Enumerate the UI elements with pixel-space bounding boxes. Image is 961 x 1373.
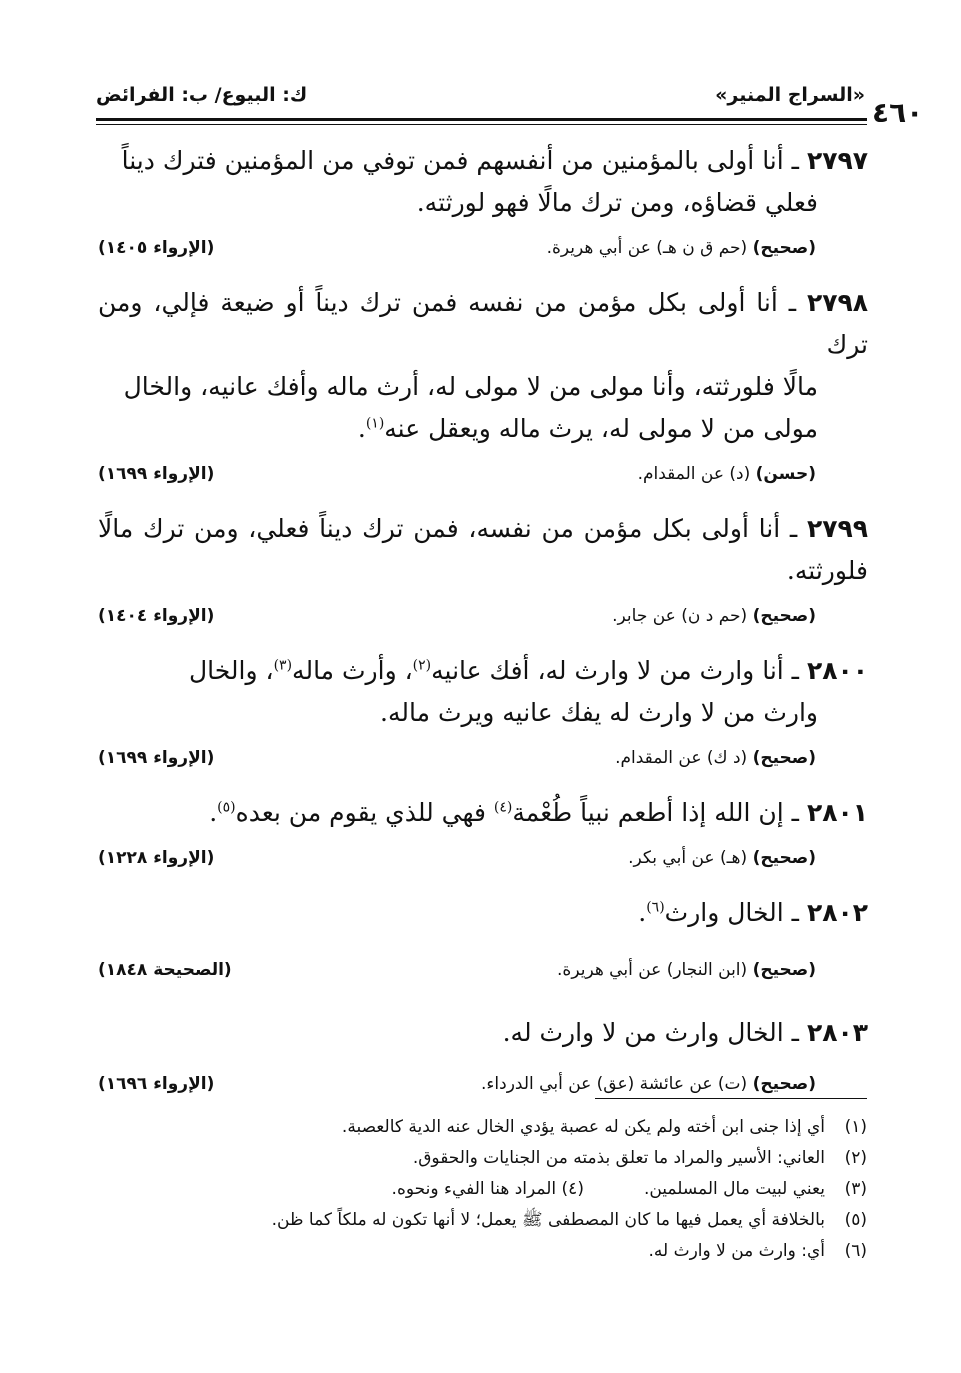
footnote-text: المراد هنا الفيء ونحوه. xyxy=(391,1179,557,1199)
hadith-text: ، وأرث ماله xyxy=(292,656,413,685)
hadith-number: ٢٨٠٠ xyxy=(806,656,868,685)
footnote xyxy=(107,1236,867,1267)
header-rule-thick xyxy=(96,118,867,121)
period: . xyxy=(209,798,218,827)
hadith-2802 xyxy=(98,892,868,934)
hadith-text: أنا أولى بكل مؤمن من نفسه فمن ترك ديناً أو ضيعة فإلي، ومن ترك xyxy=(98,288,868,359)
reference: (الإرواء ١٢٢٨) xyxy=(98,848,215,868)
hadith-number: ٢٧٩٨ xyxy=(806,288,868,317)
hadith-2803 xyxy=(98,1012,868,1054)
hadith-meta xyxy=(98,464,868,490)
hadith-text: فعلي قضاؤه، ومن ترك مالًا فهو لورثته. xyxy=(416,188,818,217)
hadith-number: ٢٨٠٢ xyxy=(806,898,868,927)
source: (حم د ن) عن جابر. xyxy=(612,606,748,626)
period: . xyxy=(357,414,366,443)
hadith-2799 xyxy=(98,508,868,592)
footnote-ref[interactable]: (٦) xyxy=(646,899,665,916)
hadith-text: أنا أولى بكل مؤمن من نفسه، فمن ترك ديناً فعلي، ومن ترك مالًا فلورثته. xyxy=(98,514,868,585)
hadith-number: ٢٧٩٧ xyxy=(806,146,868,175)
dash: ـ xyxy=(791,898,799,927)
dash: ـ xyxy=(791,656,799,685)
grade: (صحيح) xyxy=(752,960,816,980)
hadith-number: ٢٧٩٩ xyxy=(806,514,868,543)
footnote-ref[interactable]: (٢) xyxy=(412,657,432,674)
footnote xyxy=(107,1205,867,1236)
hadith-text: الخال وارث xyxy=(664,898,784,927)
hadith-meta xyxy=(98,848,868,874)
footnote-text: أي إذا جنى ابن أخته ولم يكن له عصبة يؤدي الخال عنه الدية كالعصبة. xyxy=(341,1117,825,1137)
dash: ـ xyxy=(791,798,799,827)
hadith-2800 xyxy=(98,650,868,734)
footnote-number: (١) xyxy=(844,1117,867,1137)
footnote-ref[interactable]: (٤) xyxy=(493,799,513,816)
hadith-text: وارث من لا وارث له يفك عانيه ويرث ماله. xyxy=(380,698,818,727)
hadith-meta xyxy=(98,748,868,774)
grade: (صحيح) xyxy=(752,748,816,768)
grade: (صحيح) xyxy=(752,1074,816,1094)
reference: (الإرواء ١٦٩٩) xyxy=(98,464,215,484)
footnote xyxy=(107,1174,867,1205)
hadith-list xyxy=(98,140,868,1118)
hadith-text: الخال وارث من لا وارث له. xyxy=(502,1018,784,1047)
hadith-2798 xyxy=(98,282,868,450)
hadith-meta xyxy=(98,606,868,632)
reference: (الإرواء ١٤٠٤) xyxy=(98,606,215,626)
hadith-meta xyxy=(98,238,868,264)
footnote-ref[interactable]: (٣) xyxy=(273,657,293,674)
hadith-text: إن الله إذا أطعم نبياً طُعْمة xyxy=(512,798,784,827)
reference: (الإرواء ١٤٠٥) xyxy=(98,238,215,258)
hadith-meta xyxy=(98,960,868,986)
grade: (حسن) xyxy=(755,464,816,484)
source: (هـ) عن أبي بكر. xyxy=(628,848,748,868)
book-title: «السراج المنير» xyxy=(715,84,865,106)
chapter-title: ك: البيوع/ ب: الفرائض xyxy=(96,84,308,106)
footnote-number: (٢) xyxy=(844,1148,867,1168)
page-number: ٤٦٠ xyxy=(872,96,924,129)
grade: (صحيح) xyxy=(752,606,816,626)
hadith-number: ٢٨٠١ xyxy=(806,798,868,827)
reference: (الإرواء ١٦٩٦) xyxy=(98,1074,215,1094)
source: (ت) عن عائشة (عق) عن أبي الدرداء. xyxy=(481,1074,748,1094)
reference: (الإرواء ١٦٩٩) xyxy=(98,748,215,768)
grade: (صحيح) xyxy=(752,238,816,258)
footnote-rule xyxy=(595,1098,867,1099)
footnote-ref[interactable]: (١) xyxy=(365,415,385,432)
footnote-text: العاني: الأسير والمراد ما تعلق بذمته من الجنايات والحقوق. xyxy=(412,1148,825,1168)
hadith-text: مولى من لا مولى له، يرث ماله ويعقل عنه xyxy=(384,414,818,443)
footnote-ref[interactable]: (٥) xyxy=(217,799,236,816)
footnote-number: (٤) xyxy=(561,1179,584,1199)
hadith-text: أنا وارث من لا وارث له، أفك عانيه xyxy=(431,656,784,685)
hadith-2797 xyxy=(98,140,868,224)
hadith-text: ، والخال xyxy=(189,656,274,685)
grade: (صحيح) xyxy=(752,848,816,868)
footnote-number: (٣) xyxy=(844,1179,867,1199)
footnote-text: بالخلافة أي يعمل فيها ما كان المصطفى ﷺ يعمل؛ لا أنها تكون له ملكاً كما ظن. xyxy=(271,1210,825,1230)
footnote-text: يعني لبيت مال المسلمين. xyxy=(643,1179,825,1199)
footnote-number: (٥) xyxy=(844,1210,867,1230)
footnotes xyxy=(107,1112,867,1267)
dash: ـ xyxy=(789,514,798,543)
footnote-text: أي: وارث من لا وارث له. xyxy=(648,1241,825,1261)
header-rule-thin xyxy=(96,124,867,125)
hadith-2801 xyxy=(98,792,868,834)
dash: ـ xyxy=(791,146,799,175)
source: (حم ق ن هـ) عن أبي هريرة. xyxy=(546,238,748,258)
footnote-number: (٦) xyxy=(844,1241,867,1261)
dash: ـ xyxy=(788,288,797,317)
hadith-number: ٢٨٠٣ xyxy=(806,1018,868,1047)
period: . xyxy=(638,898,647,927)
hadith-text: مالًا فلورثته، وأنا مولى من لا مولى له، أرث ماله وأفك عانيه، والخال xyxy=(123,372,818,401)
hadith-text: أنا أولى بالمؤمنين من أنفسهم فمن توفي من المؤمنين فترك ديناً xyxy=(121,146,784,175)
source: (د ك) عن المقدام. xyxy=(615,748,748,768)
footnote xyxy=(107,1112,867,1143)
source: (ابن النجار) عن أبي هريرة. xyxy=(557,960,748,980)
hadith-meta xyxy=(98,1074,868,1100)
dash: ـ xyxy=(791,1018,799,1047)
hadith-text: فهي للذي يقوم من بعده xyxy=(235,798,494,827)
source: (د) عن المقدام. xyxy=(637,464,751,484)
reference: (الصحيحة ١٨٤٨) xyxy=(98,960,232,980)
footnote xyxy=(107,1143,867,1174)
